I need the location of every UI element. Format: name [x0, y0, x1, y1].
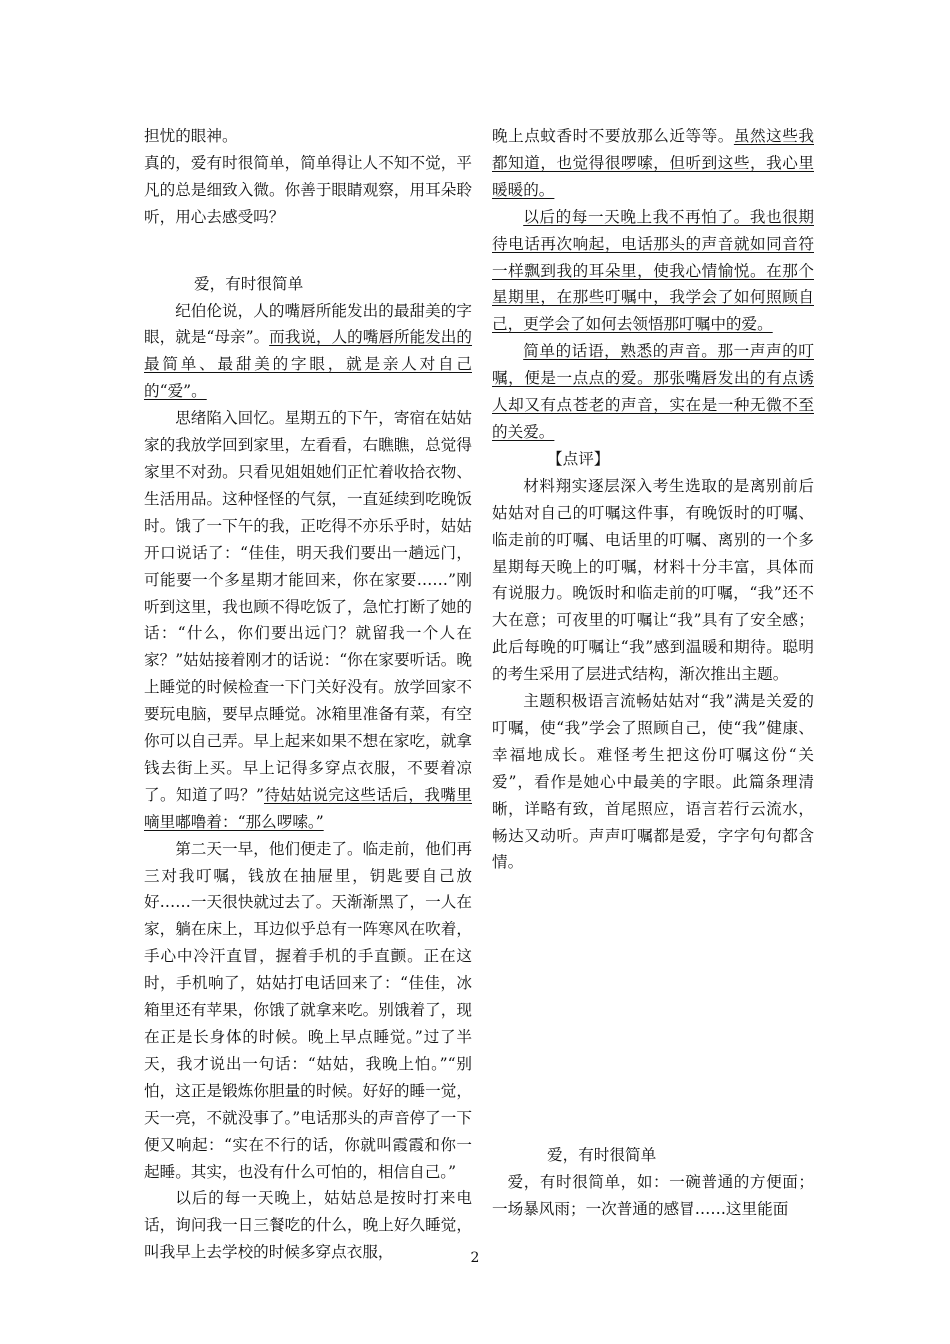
- spacer: [144, 231, 472, 271]
- essay-paragraph-4: 以后的每一天晚上，姑姑总是按时打来电话，询问我一日三餐吃的什么，晚上好久睡觉，叫我早上去学校的时候多穿点衣服，: [144, 1189, 472, 1262]
- essay-paragraph-5: [492, 204, 814, 339]
- essay-paragraph-1: [144, 298, 472, 406]
- second-essay-title: 爱，有时很简单: [547, 1146, 657, 1164]
- page-number: 2: [470, 1250, 480, 1266]
- p1-underlined: 而我说，人的嘴唇所能发出的最简单、最甜美的字眼，就是亲人对自己的“爱”。: [144, 328, 472, 401]
- essay-paragraph-3: 第二天一早，他们便走了。临走前，他们再三对我叮嘱，钱放在抽屉里，钥匙要自己放好……一天很快就过去了。天渐渐黑了，一人在家，躺在床上，耳边似乎总有一阵寒风在吹着，手心中冷汗直冒，握着手机的手直颤。正在这时，手机响了，姑姑打电话回来了：“佳佳，冰箱里还有苹果，你饿了就拿来吃。别饿着了，现在正是长身体的时候。晚上早点睡觉。”过了半天，我才说出一句话：“姑姑，我晚上怕。”“别怕，这正是锻炼你胆量的时候。好好的睡一觉，天一亮，不就没事了。”电话那头的声音停了一下便又响起：“实在不行的话，你就叫霞霞和你一起睡。其实，也没有什么可怕的，相信自己。”: [144, 839, 472, 1181]
- right-column: [492, 123, 814, 876]
- p6-underlined: 简单的话语，熟悉的声音。那一声声的叮嘱，便是一点点的爱。那张嘴唇发出的有点诱人却又有点苍老的声音，实在是一种无微不至的关爱。: [492, 342, 814, 441]
- p5-underlined: 以后的每一天晚上我不再怕了。我也很期待电话再次响起，电话那头的声音就如同音符一样飘到我的耳朵里，使我心情愉悦。在那个星期里，在那些叮嘱中，我学会了如何照顾自己，更学会了如何去领悟那叮嘱中的爱。: [492, 207, 814, 334]
- essay-title: 爱，有时很简单: [194, 274, 304, 293]
- p2-underlined: 待姑姑说完这些话后，我嘴里嘀里嘟噜着：“那么啰嗦。”: [144, 785, 472, 831]
- p4-cont-underlined: 虽然这些我都知道，也觉得很啰嗦，但听到这些，我心里暖暖的。: [492, 127, 814, 199]
- essay-paragraph-2: [144, 405, 472, 836]
- essay-paragraph-6: [492, 338, 814, 446]
- p1-plain: 纪伯伦说，人的嘴唇所能发出的最甜美的字眼，就是“母亲”。: [144, 301, 472, 347]
- p2-plain: 思绪陷入回忆。星期五的下午，寄宿在姑姑家的我放学回到家里，左看看，右瞧瞧，总觉得家里不对劲。只看见姐姐她们正忙着收拾衣物、生活用品。这种怪怪的气氛，一直延续到吃晚饭时。饿了一下午的我，正吃得不亦乐乎时，姑姑开口说话了：“佳佳，明天我们要出一趟远门，可能要一个多星期才能回来，你在家要……”刚听到这里，我也顾不得吃饭了，急忙打断了她的话：“什么，你们要出远门？就留我一个人在家？”姑姑接着刚才的话说：“你在家要听话。晚上睡觉的时候检查一下门关好没有。放学回家不要玩电脑，要早点睡觉。冰箱里准备有菜，有空你可以自己弄。早上起来如果不想在家吃，就拿钱去街上买。早上记得多穿点衣服，不要着凉了。知道了吗？”: [144, 409, 472, 804]
- p4-cont-plain: 晚上点蚊香时不要放那么近等等。: [492, 127, 734, 145]
- right-bottom-section: [492, 1142, 814, 1223]
- intro-line: 担忧的眼神。: [144, 127, 238, 145]
- comment-paragraph-1: 材料翔实逐层深入考生选取的是离别前后姑姑对自己的叮嘱这件事，有晚饭时的叮嘱、临走前的叮嘱、电话里的叮嘱、离别的一个多星期每天晚上的叮嘱，材料十分丰富，具体而有说服力。晚饭时和临走前的叮嘱，“我”还不大在意；可夜里的叮嘱让“我”具有了安全感；此后每晚的叮嘱让“我”感到温暖和期待。聪明的考生采用了层进式结构，渐次推出主题。: [492, 476, 814, 684]
- intro-paragraph: 真的，爱有时很简单，简单得让人不知不觉，平凡的总是细致入微。你善于眼睛观察，用耳朵聆听，用心去感受吗？: [144, 153, 472, 226]
- second-essay-paragraph: 爱，有时很简单，如：一碗普通的方便面；一场暴风雨；一次普通的感冒……这里能面: [492, 1172, 814, 1218]
- comment-paragraph-2: 主题积极语言流畅姑姑对“我”满是关爱的叮嘱，使“我”学会了照顾自己，使“我”健康、幸福地成长。难怪考生把这份叮嘱这份“关爱”，看作是她心中最美的字眼。此篇条理清晰，详略有致，首尾照应，语言若行云流水，畅达又动听。声声叮嘱都是爱，字字句句都含情。: [492, 692, 814, 872]
- comment-heading: 【点评】: [547, 449, 610, 468]
- left-column: [144, 123, 472, 1266]
- essay-paragraph-4-continued: [492, 123, 814, 204]
